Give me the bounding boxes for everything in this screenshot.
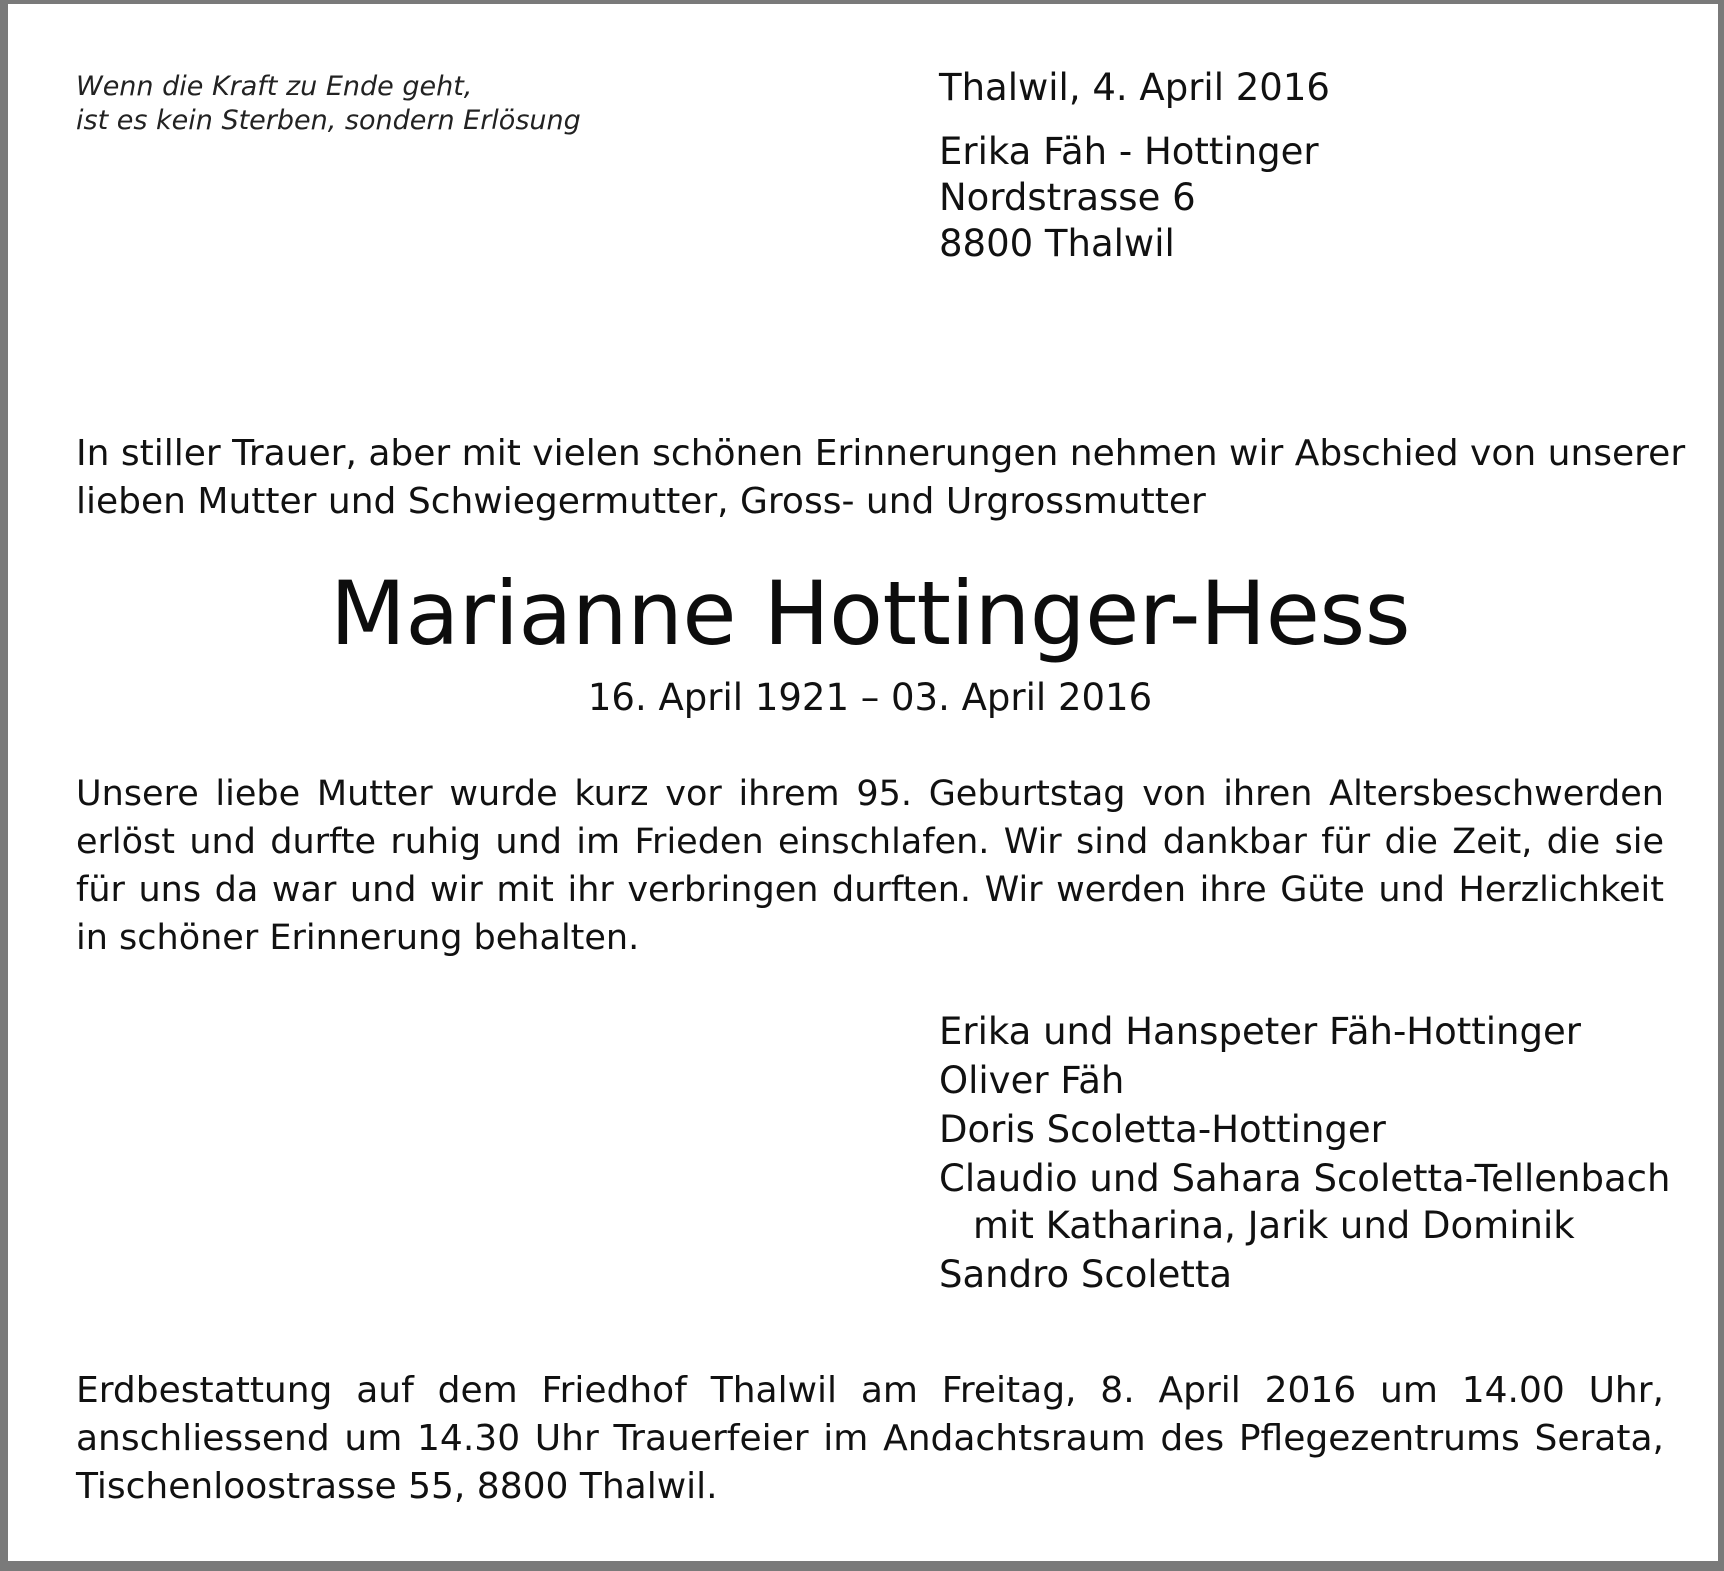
motto-line: Wenn die Kraft zu Ende geht, [76, 71, 473, 102]
intro-text [76, 430, 1686, 526]
sender-block [939, 66, 1330, 267]
address-line: Erika Fäh - Hottinger [939, 130, 1319, 173]
intro-line: In stiller Trauer, aber mit vielen schönen Erinnerungen nehmen wir Abschied von unserer [76, 433, 1686, 474]
message-paragraph [76, 770, 1664, 962]
intro-line: lieben Mutter und Schwiegermutter, Gross- und Urgrossmutter [76, 481, 1206, 522]
motto-quote [76, 70, 581, 138]
place-date: Thalwil, 4. April 2016 [939, 66, 1330, 109]
mourners-list [939, 1007, 1670, 1299]
mourner-entry: Oliver Fäh [939, 1059, 1125, 1102]
funeral-line: anschliessend um 14.30 Uhr Trauerfeier im Andachtsraum des Pflegezentrums Serata, [76, 1418, 1664, 1459]
funeral-line: Tischenloostrasse 55, 8800 Thalwil. [76, 1466, 718, 1507]
funeral-details [76, 1367, 1664, 1511]
message-line: für uns da war und wir mit ihr verbringen durften. Wir werden ihre Güte und Herzlichkeit [76, 870, 1664, 910]
mourner-entry: Doris Scoletta-Hottinger [939, 1108, 1386, 1151]
message-line: erlöst und durfte ruhig und im Frieden einschlafen. Wir sind dankbar für die Zeit, die sie [76, 822, 1664, 862]
mourner-entry: Sandro Scoletta [939, 1253, 1233, 1296]
address-line: 8800 Thalwil [939, 222, 1175, 265]
mourner-entry: Erika und Hanspeter Fäh-Hottinger [939, 1010, 1581, 1053]
message-line: Unsere liebe Mutter wurde kurz vor ihrem 95. Geburtstag von ihren Altersbeschwerden [76, 774, 1664, 814]
message-line: in schöner Erinnerung behalten. [76, 918, 640, 958]
mourner-entry: Claudio und Sahara Scoletta-Tellenbach [939, 1157, 1671, 1200]
deceased-name: Marianne Hottinger-Hess [329, 562, 1411, 665]
funeral-line: Erdbestattung auf dem Friedhof Thalwil am Freitag, 8. April 2016 um 14.00 Uhr, [76, 1370, 1664, 1411]
deceased-lifespan: 16. April 1921 – 03. April 2016 [587, 676, 1153, 719]
sender-address [939, 129, 1330, 267]
mourner-entry-children: mit Katharina, Jarik und Dominik [973, 1204, 1575, 1247]
motto-line: ist es kein Sterben, sondern Erlösung [76, 105, 581, 136]
address-line: Nordstrasse 6 [939, 176, 1196, 219]
